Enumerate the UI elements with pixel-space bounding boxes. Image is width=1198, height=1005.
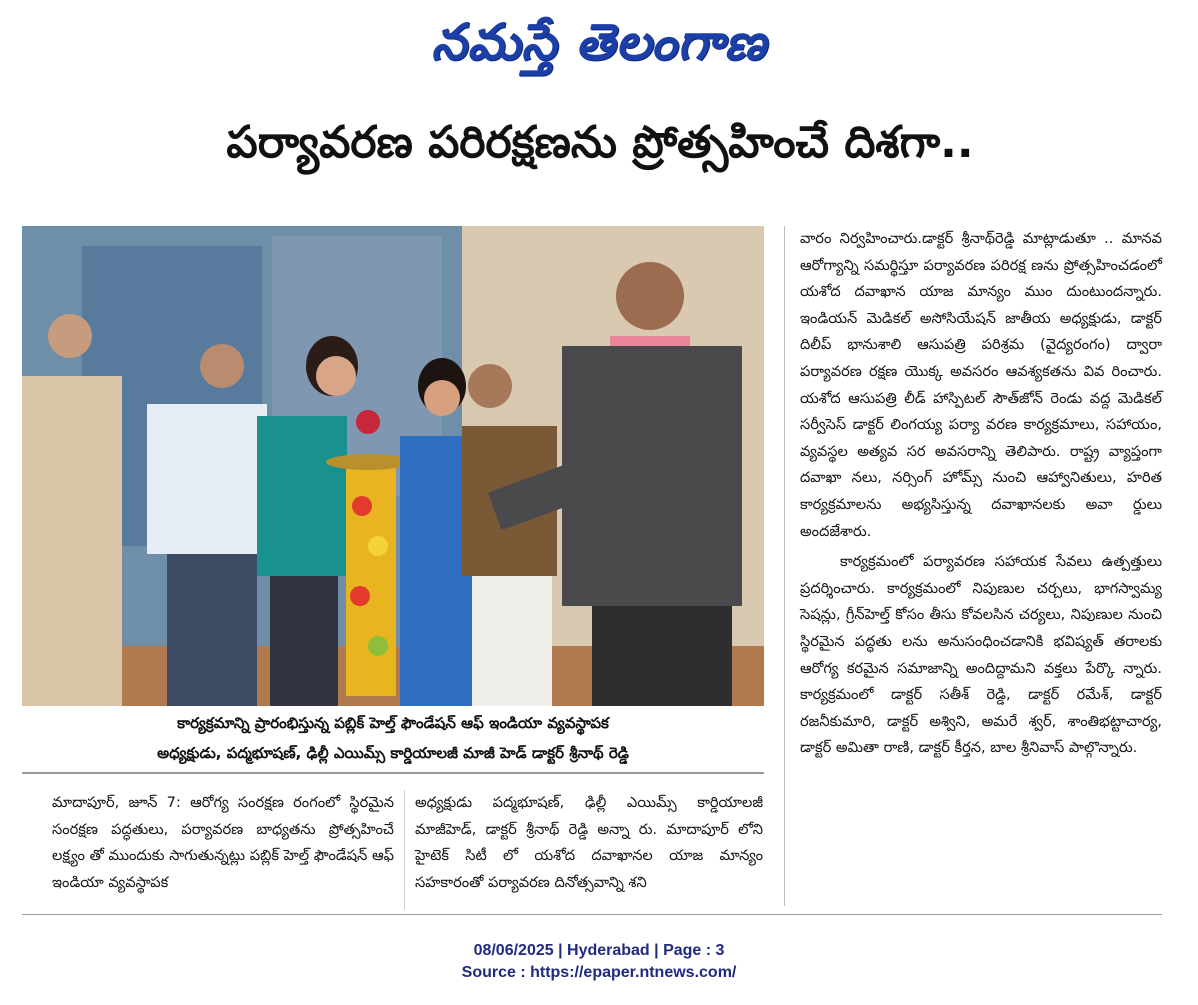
article-column-3 [800,226,1162,766]
edition-info: 08/06/2025 | Hyderabad | Page : 3 [473,942,725,959]
article-paragraph: మాదాపూర్, జూన్ 7: ఆరోగ్య సంరక్షణ రంగంలో స్థిరమైన సంరక్షణ పద్ధతులు, పర్యావరణ బాధ్యతను ప్రోత్సహించే లక్ష్యం తో ముందుకు సాగుతున్నట్లు పబ్లిక్ హెల్త్ ఫౌండేషన్ ఆఫ్ ఇండియా వ్యవస్థాపక [52,794,394,891]
article-column-1 [52,790,394,896]
source-link[interactable]: Source : https://epaper.ntnews.com/ [461,964,737,981]
newspaper-logo: నమస్తే తెలంగాణ [431,12,767,71]
column-divider [404,790,405,910]
article-paragraph: కార్యక్రమంలో పర్యావరణ సహాయక సేవలు ఉత్పత్తులు ప్రదర్శించారు. కార్యక్రమంలో నిపుణుల చర్చలు, భాగస్వామ్య సెషన్లు, గ్రీన్‌హెల్త్ కోసం తీసు కోవలసిన చర్యలు, నిపుణుల నుంచి స్థిరమైన పద్ధతు లను అనుసంధించడానికి భవిష్యత్ తరాలకు ఆరోగ్య కరమైన సమాజాన్ని అందిద్దామని వక్తలు పేర్కొ న్నారు. కార్యక్రమంలో డాక్టర్ సతీశ్ రెడ్డి, డాక్టర్ రమేశ్, డాక్టర్ రజనీకుమారి, డాక్టర్ అశ్విని, అమరే శ్వర్, శాంతిభట్టాచార్య, డాక్టర్ అమితా రాణి, డాక్టర్ కీర్తన, బాల శ్రీనివాస్ పాల్గొన్నారు. [800,553,1162,757]
footer-divider [22,914,1162,915]
headline: పర్యావరణ పరిరక్షణను ప్రోత్సహించే దిశగా.. [226,117,974,168]
caption-line-1: కార్యక్రమాన్ని ప్రారంభిస్తున్న పబ్లిక్ హెల్త్ ఫౌండేషన్ ఆఫ్ ఇండియా వ్యవస్థాపక [177,714,609,732]
photo-caption [22,708,764,774]
photo-illustration [22,226,764,706]
footer [0,940,1198,984]
news-photo [22,226,764,706]
article-paragraph: వారం నిర్వహించారు.డాక్టర్ శ్రీనాథ్‌రెడ్డి మాట్లాడుతూ .. మానవ ఆరోగ్యాన్ని సమర్థిస్తూ పర్యావరణ పరిరక్ష ణను ప్రోత్సహించడంలో యశోద దవాఖాన యాజ మాన్యం ముం దుంటుందన్నారు. ఇండియన్ మెడికల్ అసోసియేషన్ జాతీయ అధ్యక్షుడు, డాక్టర్ దిలీప్ భానుశాలి ఆసుపత్రి పరిశ్రమ (వైద్యరంగం) ద్వారా పర్యావరణ రక్షణ యొక్క అవసరం ఆవశ్యకతను వివ రించారు. యశోద ఆసుపత్రి లీడ్ హాస్పిటల్ సౌత్‌జోన్ రెండు వద్ద మెడికల్ సర్వీసెస్ డాక్టర్ లింగయ్య పర్యా వరణ కార్యక్రమాలు, సహాయం, వ్యవస్థల అత్యవ సర అవసరాన్ని తెలిపారు. రాష్ట్ర వ్యాప్తంగా దవాఖా నలు, నర్సింగ్ హోమ్స్ నుంచి ఆహ్వానితులు, హరిత కార్యక్రమాలను అభ్యసిస్తున్న దవాఖానలకు అవా ర్డులు అందజేశారు. [800,230,1162,540]
caption-line-2: అధ్యక్షుడు, పద్మభూషణ్, ఢిల్లీ ఎయిమ్స్ కార్డియాలజీ మాజీ హెడ్ డాక్టర్ శ్రీనాథ్ రెడ్డి [157,744,629,762]
caption-divider [22,772,764,774]
column-divider [784,226,785,906]
article-column-2 [415,790,763,896]
masthead [0,6,1198,78]
article-paragraph: అధ్యక్షుడు పద్మభూషణ్, ఢిల్లీ ఎయిమ్స్ కార్డియాలజీ మాజీహెడ్, డాక్టర్ శ్రీనాథ్ రెడ్డి అన్నా రు. మాదాపూర్ లోని హైటెక్ సిటీ లో యశోద దవాఖానల యాజ మాన్యం సహకారంతో పర్యావరణ దినోత్సవాన్ని శని [415,794,763,891]
